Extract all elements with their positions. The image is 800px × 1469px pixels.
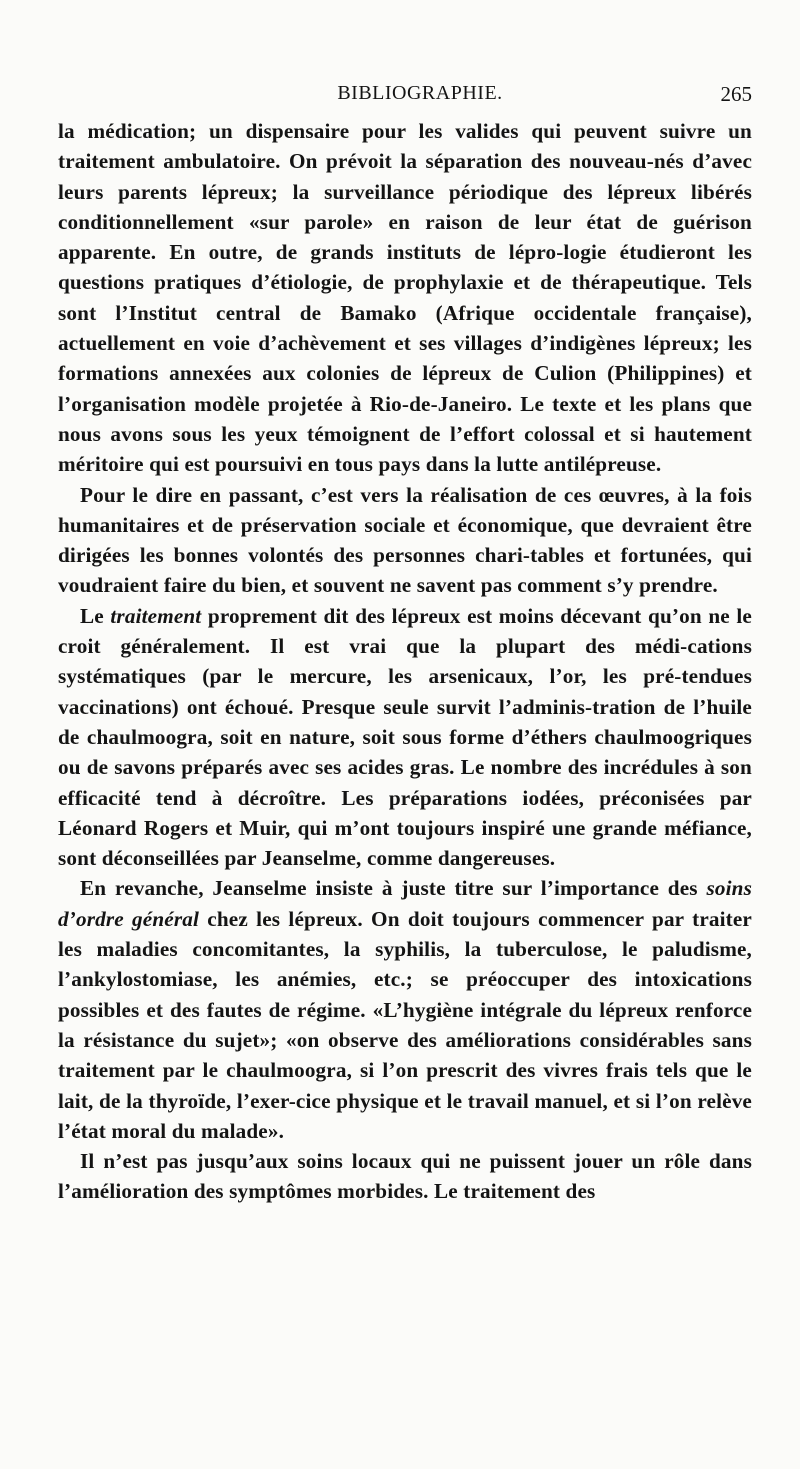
italic-text-run: soins d’ordre général [58,876,752,931]
running-head-title: BIBLIOGRAPHIE. [337,82,503,104]
body-text [58,116,752,1207]
paragraph [58,116,752,480]
paragraph [58,601,752,874]
text-run: chez les lépreux. On doit toujours commencer par traiter les maladies concomitantes, la syphilis, la tuberculose, le paludisme, l’ankylostomiase, les anémies, etc.; se préoccuper des intoxications possibles et des fautes de régime. «L’hygiène intégrale du lépreux renforce la résistance du sujet»; «on observe des améliorations considérables sans traitement par le chaulmoogra, si l’on prescrit des vivres frais tels que le lait, de la thyroïde, l’exer-cice physique et le travail manuel, et si l’on relève l’état moral du malade». [58,906,752,1143]
page-number: 265 [720,82,752,106]
paragraph [58,480,752,601]
book-page [58,76,752,1446]
italic-text-run: traitement [110,603,202,628]
paragraph [58,873,752,1146]
text-run: Le [80,603,111,628]
text-run: Pour le dire en passant, c’est vers la réalisation de ces œuvres, à la fois humanitaires et de préservation sociale et économique, que devraient être dirigées les bonnes volontés des personnes chari-tables et fortunées, qui voudraient faire du bien, et souvent ne savent pas comment s’y prendre. [58,482,752,598]
paragraph [58,1146,752,1207]
running-head [58,76,752,116]
text-run: la médication; un dispensaire pour les valides qui peuvent suivre un traitement ambulatoire. On prévoit la séparation des nouveau-nés d’avec leurs parents lépreux; la surveillance périodique des lépreux libérés conditionnellement «sur parole» en raison de leur état de guérison apparente. En outre, de grands instituts de lépro-logie étudieront les questions pratiques d’étiologie, de prophylaxie et de thérapeutique. Tels sont l’Institut central de Bamako (Afrique occidentale française), actuellement en voie d’achèvement et ses villages d’indigènes lépreux; les formations annexées aux colonies de lépreux de Culion (Philippines) et l’organisation modèle projetée à Rio-de-Janeiro. Le texte et les plans que nous avons sous les yeux témoignent de l’effort colossal et si hautement méritoire qui est poursuivi en tous pays dans la lutte antilépreuse. [58,119,752,477]
text-run: En revanche, Jeanselme insiste à juste titre sur l’importance des [80,876,707,901]
text-run: Il n’est pas jusqu’aux soins locaux qui ne puissent jouer un rôle dans l’amélioration des symptômes morbides. Le traitement des [58,1149,752,1204]
text-run: proprement dit des lépreux est moins décevant qu’on ne le croit généralement. Il est vrai que la plupart des médi-cations systématiques (par le mercure, les arsenicaux, l’or, les pré-tendues vaccinations) ont échoué. Presque seule survit l’adminis-tration de l’huile de chaulmoogra, soit en nature, soit sous forme d’éthers chaulmoogriques ou de savons préparés avec ses acides gras. Le nombre des incrédules à son efficacité tend à décroître. Les préparations iodées, préconisées par Léonard Rogers et Muir, qui m’ont toujours inspiré une grande méfiance, sont déconseillées par Jeanselme, comme dangereuses. [58,603,752,871]
